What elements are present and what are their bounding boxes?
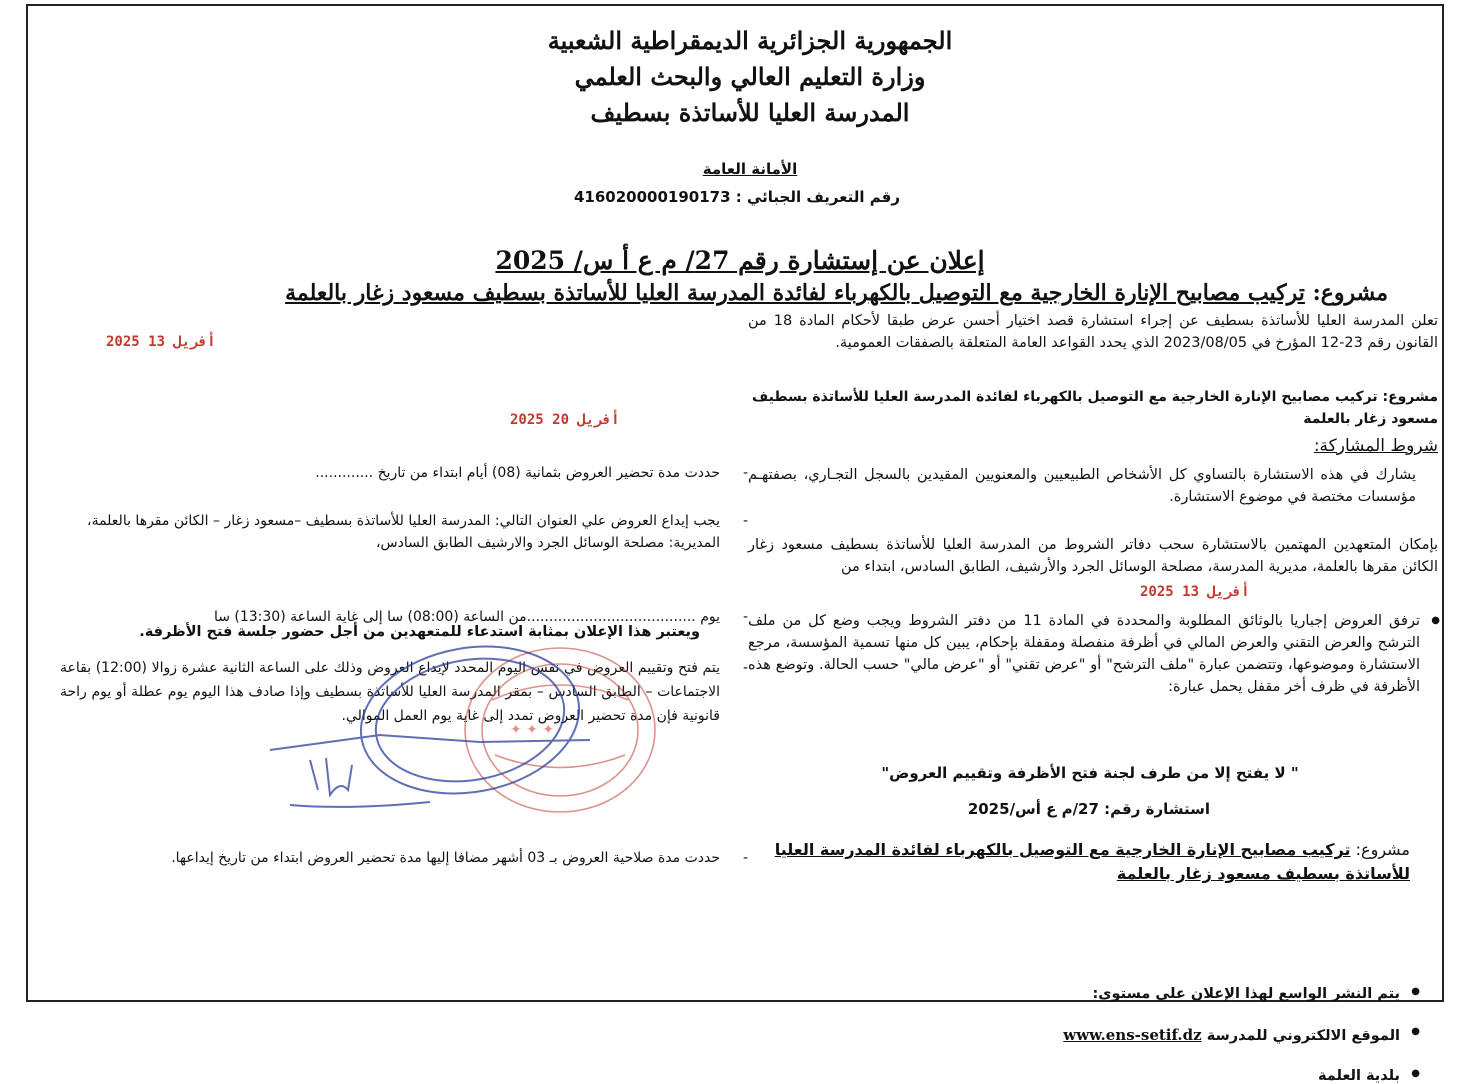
publish-municipality: ● بلدية العلمة <box>1200 1068 1422 1084</box>
project2-label: مشروع: <box>1355 840 1410 859</box>
consultation-reference: استشارة رقم: 27/م ع أس/2025 <box>967 800 1210 818</box>
subject-line <box>40 280 1388 306</box>
date-stamp-prep: 2025 أفريل 13 <box>106 334 216 350</box>
publish-site-link[interactable]: www.ens-setif.dz <box>1063 1026 1202 1044</box>
left-item-validity: - حددت مدة صلاحية العروض بـ 03 أشهر مضافا إليها مدة تحضير العروض ابتداء من تاريخ إيداعها. <box>60 846 748 870</box>
intro-paragraph: تعلن المدرسة العليا للأساتذة بسطيف عن إجراء استشارة قصد اختيار أحسن عرض طبقا لأحكام المادة 18 من القانون رقم 23-12 المؤرخ في 2023/08/05 الذي يحدد القواعد العامة المتعلقة بالصفقات العمومية. <box>748 313 1438 351</box>
date-stamp-deposit: 2025 أفريل 20 <box>510 412 620 428</box>
left-item-prep-period: - حددت مدة تحضير العروض بثمانية (08) أيام ابتداء من تاريخ ............. <box>60 462 748 484</box>
publish-site <box>1030 1026 1422 1044</box>
publish-site-label: الموقع الالكتروني للمدرسة <box>1206 1028 1400 1044</box>
left-item-deposit-day: - يوم ......................................من الساعة (08:00) سا إلى غاية الساعة (13:30) سا <box>60 606 748 628</box>
date-stamp-withdraw: 2025 أفريل 13 <box>1140 584 1250 600</box>
publish-intro: ● يتم النشر الواسع لهذا الإعلان على مستوى: <box>1040 986 1422 1002</box>
conditions-paragraph: يشارك في هذه الاستشارة بالتساوي كل الأشخاص الطبيعيين والمعنويين المقيدين بالسجل التجـاري، بصفتهـم مؤسسات مختصة في موضوع الاستشارة. <box>748 467 1416 505</box>
project-label: مشروع: <box>1382 389 1438 405</box>
envelope-bullet: ● ترفق العروض إجباريا بالوثائق المطلوبة والمحددة في المادة 11 من دفتر الشروط ويجب وضع كل من ملف الترشح والعرض التقني والعرض المالي في أظرفة منفصلة ومقفلة بإحكام، يبين كل منها تسمية المؤسسة، مرجع الاستشارة وموضوعها، وتتضمن عبارة "ملف الترشح" أو "عرض تقني" أو "عرض مالي" حسب الحالة. وتوضع هذه الأظرفة في ظرف أخر مقفل يحمل عبارة: <box>748 610 1442 698</box>
project2-text: تركيب مصابيح الإنارة الخارجية مع التوصيل بالكهرباء لفائدة المدرسة العليا للأساتذة بسطيف مسعود زغار بالعلمة <box>774 840 1410 883</box>
header-department: الأمانة العامة <box>702 160 798 178</box>
left-note-invitation: ويعتبر هذا الإعلان بمثابة استدعاء للمتعهدين من أجل حضور جلسة فتح الأظرفة. <box>139 624 700 640</box>
tax-id-line <box>560 188 900 206</box>
header-ministry: وزارة التعليم العالي والبحث العلمي <box>574 62 926 91</box>
header-school: المدرسة العليا للأساتذة بسطيف <box>590 98 910 127</box>
project-block <box>748 386 1438 430</box>
left-item-deposit-address: - يجب إيداع العروض علي العنوان التالي: المدرسة العليا للأساتذة بسطيف –مسعود زغار – الكائن مقرها بالعلمة، المديرية: مصلحة الوسائل الجرد والارشيف الطابق السادس، <box>60 510 748 554</box>
withdraw-paragraph: بإمكان المتعهدين المهتمين بالاستشارة سحب دفاتر الشروط من المدرسة العليا للأساتذة بسطيف مسعود زغار الكائن مقرها بالعلمة، مديرية المدرسة، مصلحة الوسائل الجرد والأرشيف، الطابق السادس، ابتداء من <box>748 537 1438 575</box>
subject-text: تركيب مصابيح الإنارة الخارجية مع التوصيل بالكهرباء لفائدة المدرسة العليا للأساتذة بسطيف مسعود زغار بالعلمة <box>285 280 1305 306</box>
official-seal-icon <box>230 630 700 830</box>
announcement-title: إعلان عن إستشارة رقم 27/ م ع أ س/ 2025 <box>495 246 985 275</box>
header-republic: الجمهورية الجزائرية الديمقراطية الشعبية <box>547 26 953 55</box>
project-text: تركيب مصابيح الإنارة الخارجية مع التوصيل بالكهرباء لفائدة المدرسة العليا للأساتذة بسطيف مسعود زغار بالعلمة <box>751 389 1438 427</box>
tax-id-label: رقم التعريف الجبائي : <box>735 188 900 206</box>
envelope-quote: " لا يفتح إلا من طرف لجنة فتح الأظرفة وتقييم العروض" <box>881 764 1299 782</box>
tax-id-value: 416020000190173 <box>573 188 731 206</box>
svg-text:✦ ✦ ✦: ✦ ✦ ✦ <box>510 722 555 738</box>
conditions-heading: شروط المشاركة: <box>1313 436 1438 456</box>
subject-label: مشروع: <box>1312 280 1388 306</box>
project-block-2 <box>770 838 1410 886</box>
left-item-opening: - يتم فتح وتقييم العروض في نفس اليوم المحدد لإيداع العروض وذلك على الساعة الثانية عشرة زوالا (12:00) بقاعة الاجتماعات – الطابق السادس – بمقر المدرسة العليا للأساتذة بسطيف وإذا صادف هذا اليوم يوم عطلة أو يوم راحة قانونية فإن مدة تحضير العروض تمدد إلى غاية يوم العمل الموالي. <box>60 656 748 728</box>
